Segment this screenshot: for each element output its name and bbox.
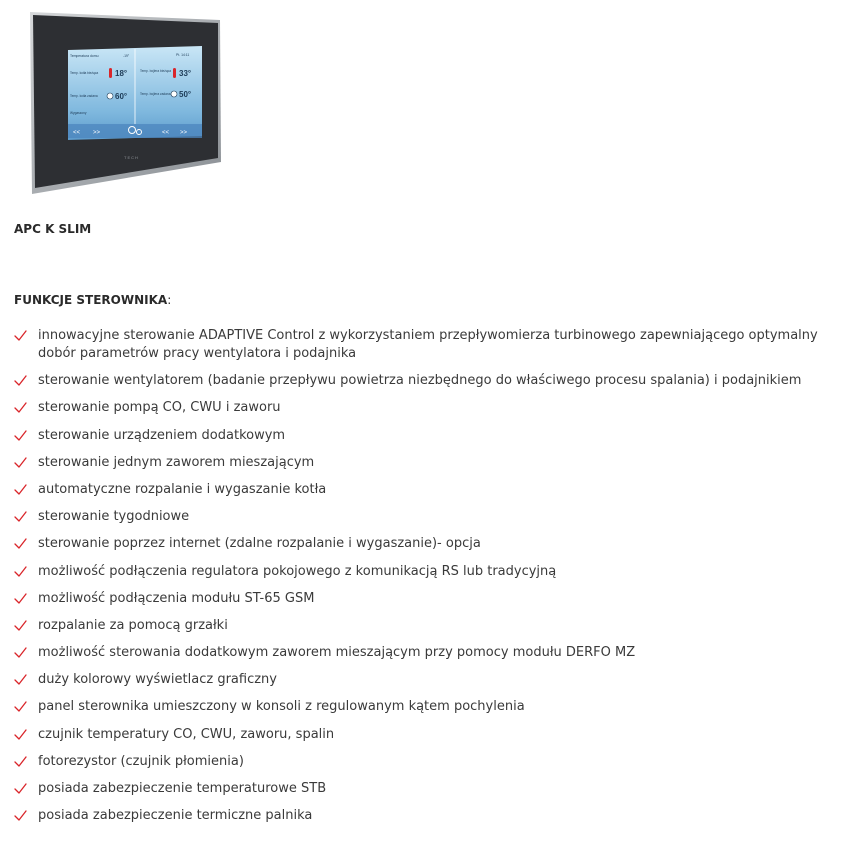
product-image (28, 12, 223, 194)
screen-label-boiler-set: Temp. kotła zadana (70, 94, 98, 98)
screen-label-dhw-current: Temp. bojlera bieżąca (140, 69, 172, 73)
check-icon (14, 375, 27, 386)
check-icon (14, 783, 27, 794)
feature-item (14, 535, 844, 553)
feature-item (14, 726, 844, 744)
check-icon (14, 674, 27, 685)
check-icon (14, 593, 27, 604)
feature-text: sterowanie poprzez internet (zdalne rozpalanie i wygaszanie)- opcja (38, 536, 481, 552)
screen-label-boiler-current: Temp. kotła bieżąca (70, 71, 99, 75)
feature-text: sterowanie pompą CO, CWU i zaworu (38, 400, 281, 416)
check-icon (14, 647, 27, 658)
screen-label-dhw-set: Temp. bojlera zadana (140, 92, 171, 96)
screen-value-boiler-current: 18° (115, 69, 128, 78)
check-icon (14, 810, 27, 821)
screen-nav-prev: << (73, 130, 81, 136)
feature-text: sterowanie urządzeniem dodatkowym (38, 427, 286, 443)
feature-item (14, 590, 844, 608)
feature-item (14, 807, 844, 825)
check-icon (14, 511, 27, 522)
screen-value-boiler-set: 60° (115, 92, 128, 101)
feature-text: możliwość podłączenia modułu ST-65 GSM (38, 590, 315, 606)
screen-value-dhw-current: 33° (179, 69, 192, 78)
check-icon (14, 756, 27, 767)
feature-text: duży kolorowy wyświetlacz graficzny (38, 672, 277, 688)
feature-text: panel sterownika umieszczony w konsoli z regulowanym kątem pochylenia (38, 699, 525, 715)
screen-home-temp-label: Temperatura domu (70, 54, 99, 58)
check-icon (14, 620, 27, 631)
feature-text: posiada zabezpieczenie termiczne palnika (38, 808, 313, 824)
check-icon (14, 484, 27, 495)
screen-outdoor-temp: -19° (123, 54, 130, 58)
thermometer-icon (109, 68, 112, 78)
features-heading-label: FUNKCJE STEROWNIKA (14, 293, 168, 307)
feature-item (14, 399, 844, 417)
features-heading-suffix: : (167, 293, 172, 307)
feature-text: sterowanie wentylatorem (badanie przepływu powietrza niezbędnego do właściwego procesu spalania) i podajnikiem (38, 373, 802, 389)
check-icon (14, 729, 27, 740)
feature-item (14, 698, 844, 716)
check-icon (14, 701, 27, 712)
screen-nav-prev-2: << (162, 130, 170, 136)
screen-nav-next: >> (93, 130, 101, 136)
feature-text: możliwość podłączenia regulatora pokojowego z komunikacją RS lub tradycyjną (38, 563, 557, 579)
check-icon (14, 430, 27, 441)
feature-item (14, 753, 844, 771)
feature-item (14, 508, 844, 526)
screen-nav-next-2: >> (180, 130, 188, 136)
bezel-logo: TECH (124, 155, 139, 160)
feature-item (14, 372, 844, 390)
feature-item (14, 454, 844, 472)
thermometer-icon (173, 68, 176, 78)
feature-item (14, 481, 844, 499)
check-icon (14, 330, 27, 341)
feature-text: fotorezystor (czujnik płomienia) (38, 753, 244, 769)
feature-item (14, 563, 844, 581)
screen-value-dhw-set: 50° (179, 90, 192, 99)
gear-icon (107, 93, 113, 99)
feature-text: posiada zabezpieczenie temperaturowe STB (38, 781, 327, 796)
feature-text: czujnik temperatury CO, CWU, zaworu, spalin (38, 726, 335, 742)
check-icon (14, 402, 27, 413)
feature-item (14, 644, 844, 662)
feature-item (14, 671, 844, 689)
feature-item (14, 327, 844, 363)
check-icon (14, 538, 27, 549)
check-icon (14, 457, 27, 468)
screen-clock: Pt. 14:11 (176, 53, 190, 57)
feature-text: sterowanie tygodniowe (38, 509, 190, 525)
features-heading (14, 293, 171, 307)
feature-text: rozpalanie za pomocą grzałki (38, 617, 228, 633)
check-icon (14, 566, 27, 577)
feature-text: możliwość sterowania dodatkowym zaworem mieszającym przy pomocy modułu DERFO MZ (38, 645, 636, 661)
screen-status: Wygaszony (70, 111, 87, 115)
features-list (14, 327, 844, 834)
product-title: APC K SLIM (14, 222, 92, 236)
feature-item (14, 780, 844, 798)
gear-icon (171, 91, 177, 97)
feature-text: sterowanie jednym zaworem mieszającym (38, 454, 315, 470)
feature-item (14, 617, 844, 635)
feature-item (14, 427, 844, 445)
feature-text: automatyczne rozpalanie i wygaszanie kotła (38, 481, 327, 497)
feature-text: innowacyjne sterowanie ADAPTIVE Control z wykorzystaniem przepływomierza turbinowego zapewniającego optymalny dobór parametrów pracy wentylatora i podajnika (38, 328, 818, 361)
